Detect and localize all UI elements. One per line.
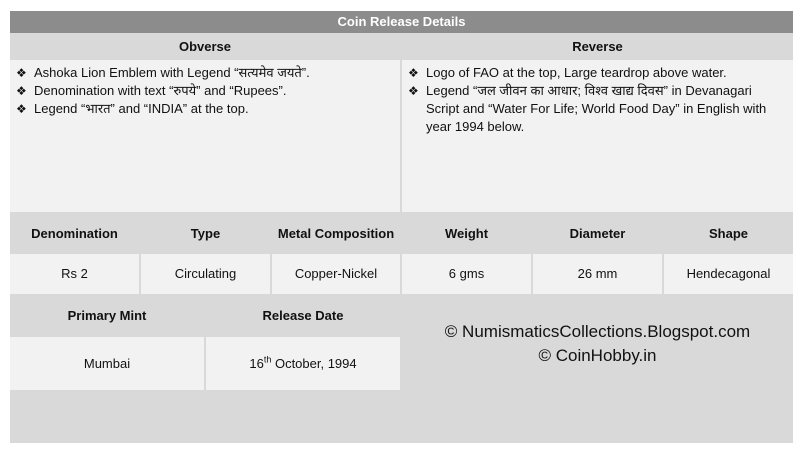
release-day-suffix: th [263,354,272,365]
release-day: 16 [249,356,264,371]
spec-value-metal: Copper-Nickel [272,254,400,294]
list-item-text: Denomination with text “रुपये” and “Rupees”. [34,83,287,98]
diamond-bullet-icon: ❖ [16,84,27,98]
diamond-bullet-icon: ❖ [16,102,27,116]
credit-line: © NumismaticsCollections.Blogspot.com [444,321,751,341]
primary-mint-header: Primary Mint [10,297,204,335]
diamond-bullet-icon: ❖ [408,84,419,98]
table-title: Coin Release Details [10,11,793,33]
list-item [16,64,394,82]
spec-value-weight: 6 gms [402,254,531,294]
spec-value-denomination: Rs 2 [10,254,139,294]
spec-header-shape: Shape [664,216,793,252]
list-item [16,82,394,100]
obverse-panel [10,60,400,212]
list-item [16,100,394,118]
list-item-text: Legend “भारत” and “INDIA” at the top. [34,101,249,116]
reverse-heading: Reverse [402,36,793,58]
primary-mint-value: Mumbai [10,337,204,390]
reverse-list [402,60,793,136]
list-item [408,82,787,136]
release-date-value [206,337,400,390]
obverse-heading: Obverse [10,36,400,58]
list-item-text: Logo of FAO at the top, Large teardrop above water. [426,65,727,80]
footer-band [10,392,793,443]
credits-box [402,297,793,390]
spec-value-type: Circulating [141,254,270,294]
spec-value-shape: Hendecagonal [664,254,793,294]
spec-value-diameter: 26 mm [533,254,662,294]
spec-header-metal: Metal Composition [272,216,400,252]
credit-line: © CoinHobby.in [538,345,657,365]
list-item-text: Ashoka Lion Emblem with Legend “सत्यमेव जयते”. [34,65,310,80]
spec-header-denomination: Denomination [10,216,139,252]
diamond-bullet-icon: ❖ [16,66,27,80]
release-date-header: Release Date [206,297,400,335]
obverse-list [10,60,400,118]
spec-header-type: Type [141,216,270,252]
list-item [408,64,787,82]
diamond-bullet-icon: ❖ [408,66,419,80]
release-month-year: October, 1994 [271,356,357,371]
spec-header-diameter: Diameter [533,216,662,252]
list-item-text: Legend “जल जीवन का आधार; विश्व खाद्य दिवस” in Devanagari Script and “Water For Life; World Food Day” in English with year 1994 below. [426,83,767,134]
spec-header-weight: Weight [402,216,531,252]
reverse-panel [402,60,793,212]
